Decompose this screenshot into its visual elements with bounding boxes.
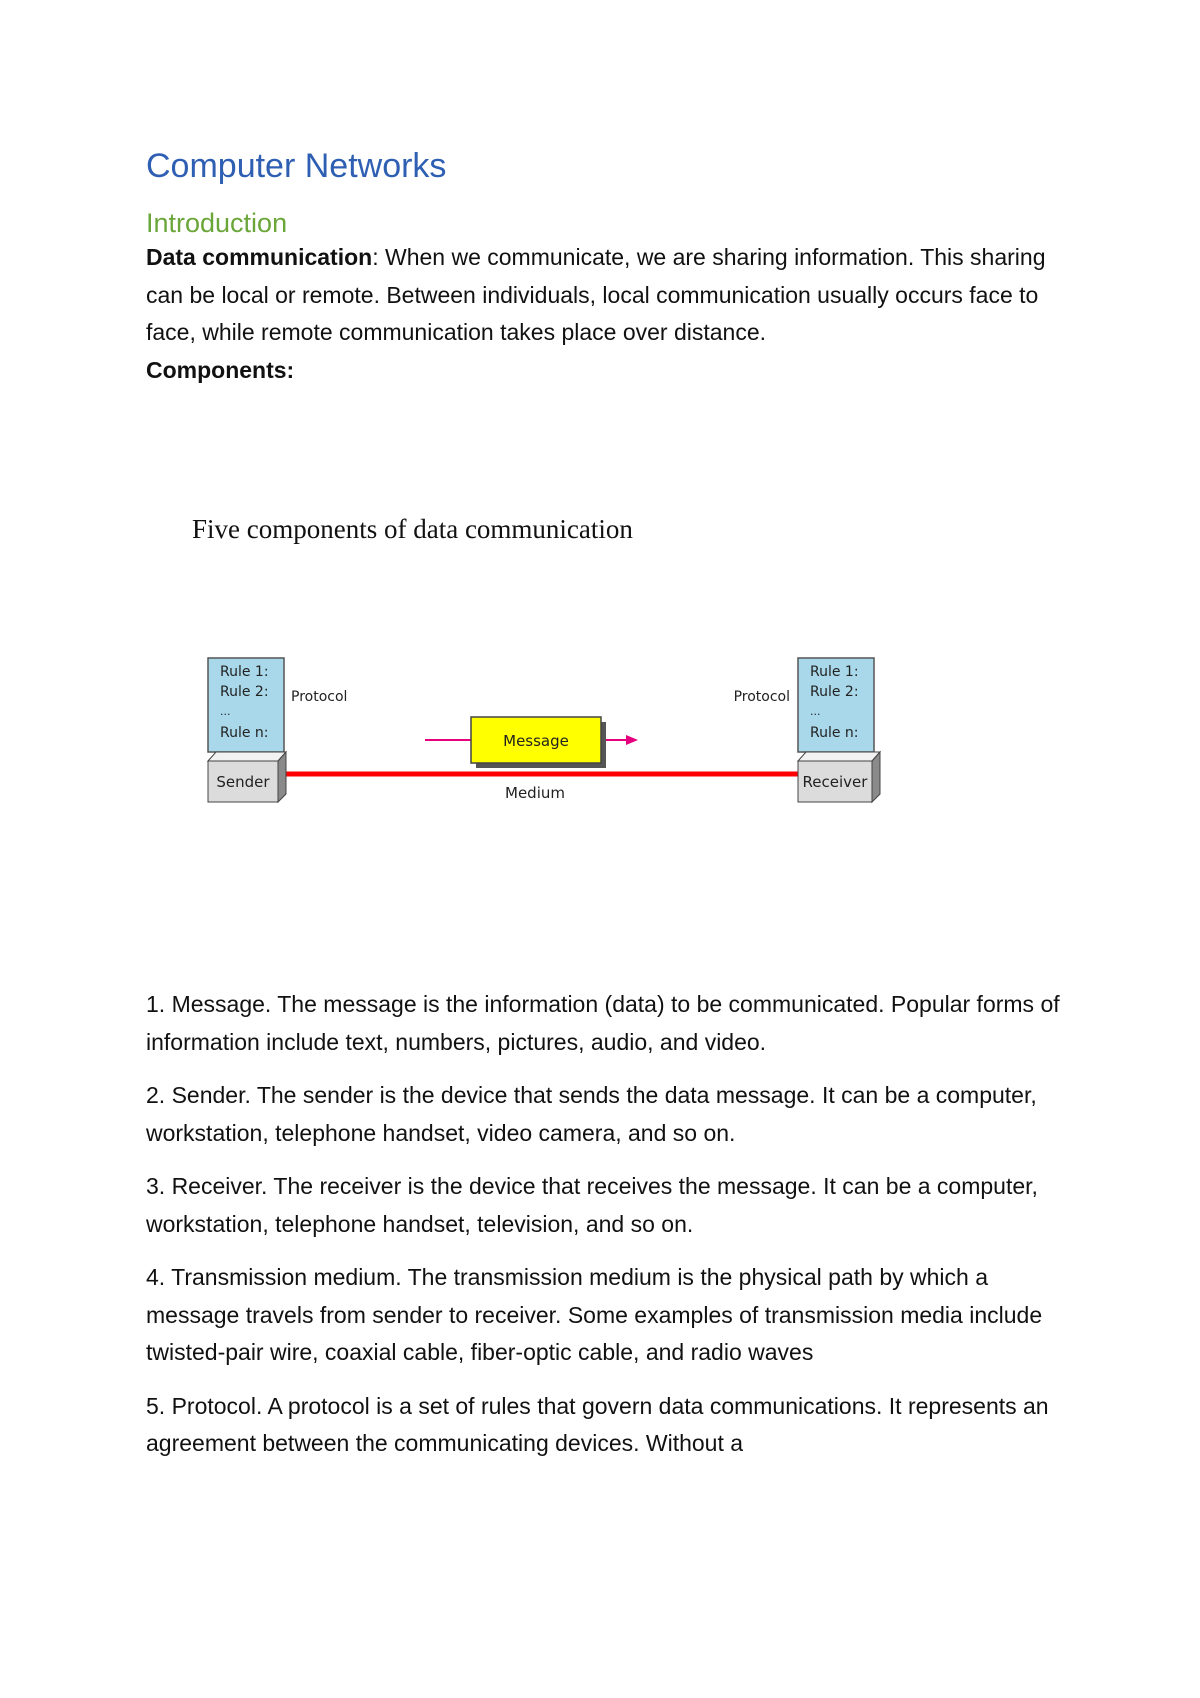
- components-diagram: [180, 508, 900, 818]
- sender-rule-1: Rule 1:: [220, 664, 269, 680]
- medium-label: Medium: [505, 784, 565, 802]
- message-arrowhead-icon: [626, 735, 638, 745]
- receiver-device-side: [872, 752, 880, 802]
- receiver-rule-n: Rule n:: [810, 725, 859, 741]
- figure-caption: Five components of data communication: [192, 514, 633, 544]
- receiver-rule-2: Rule 2:: [810, 684, 859, 700]
- document-content: [146, 146, 1076, 389]
- components-label: Components:: [146, 356, 295, 383]
- receiver-rule-1: Rule 1:: [810, 664, 859, 680]
- list-item-medium: 4. Transmission medium. The transmission medium is the physical path by which a message travels from sender to receiver. Some examples of transmission media include twisted-pair wire, coaxial cable, fiber-optic cable, and radio waves: [146, 1264, 1043, 1365]
- sender-rule-n: Rule n:: [220, 725, 269, 741]
- list-item-sender: 2. Sender. The sender is the device that sends the data message. It can be a computer, workstation, telephone handset, video camera, and so on.: [146, 1082, 1037, 1146]
- diagram-svg: [180, 508, 900, 818]
- page-title: Computer Networks: [146, 147, 447, 185]
- sender-device-side: [278, 752, 286, 802]
- receiver-rule-ellipsis: ...: [810, 705, 821, 718]
- sender-rule-ellipsis: ...: [220, 705, 231, 718]
- list-item-receiver: 3. Receiver. The receiver is the device that receives the message. It can be a computer, workstation, telephone handset, television, and so on.: [146, 1173, 1038, 1237]
- sender-label: Sender: [216, 773, 270, 791]
- intro-text: : When we communicate, we are sharing information. This sharing can be local or remote. Between individuals, local communication usually occurs face to face, while remote communication takes place over distance.: [146, 244, 1046, 346]
- list-item-message: 1. Message. The message is the information (data) to be communicated. Popular forms of information include text, numbers, pictures, audio, and video.: [146, 991, 1060, 1055]
- protocol-label-left: Protocol: [291, 689, 348, 705]
- intro-term: Data communication: [146, 244, 373, 271]
- section-heading: Introduction: [146, 207, 288, 238]
- message-label: Message: [503, 732, 569, 750]
- sender-rule-2: Rule 2:: [220, 684, 269, 700]
- receiver-device-top: [798, 752, 880, 761]
- intro-paragraph: [146, 239, 1076, 352]
- protocol-label-right: Protocol: [733, 689, 790, 705]
- receiver-label: Receiver: [802, 773, 868, 791]
- sender-device-top: [208, 752, 286, 761]
- list-item-protocol: 5. Protocol. A protocol is a set of rules that govern data communications. It represents an agreement between the communicating devices. Without a: [146, 1392, 1049, 1456]
- components-list: [146, 986, 1076, 1479]
